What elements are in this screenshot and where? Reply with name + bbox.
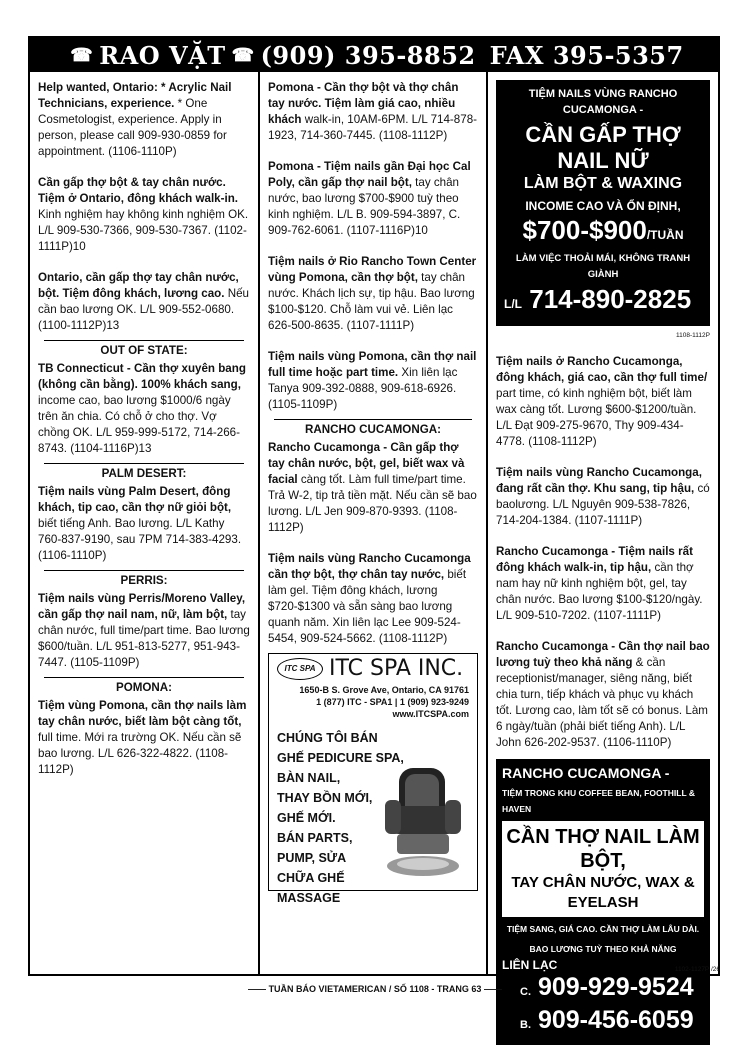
ad-item: Pomona - Tiệm nails gần Đại học Cal Poly, cần gấp thợ nail bột, tay chân nước, bao lương $700-$900 tuỳ theo kinh nghiệm. L/L B. 909-594-3897, C. 909-762-6061. (1107-1116P)10 bbox=[268, 160, 471, 237]
ad-item: Ontario, cần gấp thợ tay chân nước, bột. Tiệm đông khách, lương cao. Nếu cần bao lương OK. L/L 909-552-0680. (1100-1112P)13 bbox=[38, 271, 249, 332]
ad-item: Tiệm nails vùng Perris/Moreno Valley, cần gấp thợ nail nam, nữ, làm bột, tay chân nước, full time/part time. Bao lương $600/tuần. L/L 951-813-5277, 951-943-7447. (1105-1109P) bbox=[38, 592, 250, 669]
ad-item: Pomona - Cần thợ bột và thợ chân tay nước. Tiệm làm giá cao, nhiều khách walk-in, 10AM-6PM. L/L 714-878-1923, 714-360-7445. (1108-1112P) bbox=[268, 81, 478, 142]
section-heading: PALM DESERT: bbox=[44, 463, 244, 482]
ad-item: Tiệm nails vùng Rancho Cucamonga cần thợ bột, thợ chân tay nước, biết làm gel. Tiệm đông khách, lương $720-$1300 và sẵn sàng bao lương quanh năm. Xin liên lạc Lee 909-524-5454, 909-524-5662. (1108-1112P) bbox=[268, 552, 471, 645]
itc-badge: ITC SPA bbox=[277, 658, 323, 680]
ad-item: Help wanted, Ontario: * Acrylic Nail Technicians, experience. * One Cosmetologist, experience. Apply in person, please call 909-930-0859 for appointment. (1106-1110P) bbox=[38, 81, 232, 158]
featured-ad-box-2: RANCHO CUCAMONGA - TIỆM TRONG KHU COFFEE BEAN, FOOTHILL & HAVEN CẦN THỢ NAIL LÀM BỘT, TAY CHÂN NƯỚC, WAX & EYELASH TIỆM SANG, GIÁ CAO. CẦN THỢ LÀM LÂU DÀI. BAO LƯƠNG TUỲ THEO KHẢ NĂNG LIÊN LẠC C. 909-929-9524 B. 909-456-6059 bbox=[496, 759, 710, 1045]
column-3 bbox=[488, 72, 718, 1034]
itc-address: 1650-B S. Grove Ave, Ontario, CA 91761 1 (877) ITC - SPA1 | 1 (909) 923-9249 www.ITCSPA.com bbox=[299, 685, 469, 719]
ad-item: Rancho Cucamonga - Cần thợ nail bao lương tuỳ theo khả năng & cần receptionist/manager, siêng năng, biết chia turn, tiếp khách và phục vụ khách tốt. Lương cao, làm tốt sẽ có bonus. Làm 6 ngày/tuần (phải biết tiếng Anh). L/L John 626-202-9537. (1106-1110P) bbox=[496, 640, 710, 749]
column-1 bbox=[30, 72, 260, 974]
header-phone: (909) 395-8852 bbox=[260, 40, 476, 70]
section-heading: RANCHO CUCAMONGA: bbox=[274, 419, 472, 438]
page-footer: —— TUẦN BÁO VIETAMERICAN / SỐ 1108 - TRANG 63 —— bbox=[248, 984, 502, 994]
ad-item: Tiệm nails ở Rio Rancho Town Center vùng Pomona, cần thợ bột, tay chân nước. Khách lịch sự, tip hậu. Bao lương $100-$120. Chỗ làm vui vẻ. Liên lạc 626-500-8635. (1107-1111P) bbox=[268, 255, 477, 332]
section-heading: PERRIS: bbox=[44, 570, 244, 589]
section-heading: POMONA: bbox=[44, 677, 244, 696]
header-title: RAO VẶT bbox=[99, 40, 226, 70]
ad-item: Tiệm nails vùng Pomona, cần thợ nail full time hoặc part time. Xin liên lạc Tanya 909-392-0888, 909-618-6926. (1105-1109P) bbox=[268, 350, 477, 411]
ad-item: Tiệm vùng Pomona, cần thợ nails làm tay chân nước, biết làm bột càng tốt, full time. Mới ra trường OK. Nếu cần sẽ bao lương. L/L 626-322-4822. (1108-1112P) bbox=[38, 699, 247, 776]
ad-item: Rancho Cucamonga - Tiệm nails rất đông khách walk-in, tip hậu, cần thợ nam hay nữ kinh nghiệm bột, gel, tay chân nước. Bao lương $100-$120/ngày. L/L 909-510-7202. (1107-1111P) bbox=[496, 545, 703, 622]
header-fax: FAX 395-5357 bbox=[489, 40, 684, 70]
itc-logo bbox=[277, 658, 469, 680]
ad-code-2: 1102-1127P /26 bbox=[674, 966, 720, 973]
phone-icon: ☎ bbox=[231, 44, 255, 66]
ad-item: Rancho Cucamonga - Cần gấp thợ tay chân nước, bột, gel, biết wax và facial càng tốt. Làm full time/part time. Trả W-2, tip trả tiền mặt. Nếu cần sẽ bao lương. L/L Jen 909-870-9393. (1108-1112P) bbox=[268, 441, 477, 534]
itc-name: ITC SPA INC. bbox=[329, 656, 464, 681]
ad-item: Tiệm nails vùng Rancho Cucamonga, đang rất cần thợ. Khu sang, tip hậu, có baolương. L/L Nguyên 909-538-7826, 714-204-1384. (1107-1111P) bbox=[496, 466, 710, 527]
ad-item: Tiệm nails ở Rancho Cucamonga, đông khách, giá cao, cần thợ full time/ part time, có kinh nghiệm bột, biết làm wax càng tốt. Lương $600-$1200/tuần. L/L Đạt 909-275-9670, Thy 909-434-4778. (1108-1112P) bbox=[496, 355, 708, 448]
itc-services: CHÚNG TÔI BÁN GHẾ PEDICURE SPA, BÀN NAIL, THAY BỒN MỚI, GHẾ MỚI. BÁN PARTS, PUMP, SỬA CHỮA GHẾ MASSAGE bbox=[277, 731, 404, 905]
pedicure-chair-image bbox=[375, 760, 471, 880]
ad-code: 1108-1112P bbox=[676, 332, 710, 339]
section-heading: OUT OF STATE: bbox=[44, 340, 244, 359]
featured-ad-box: TIỆM NAILS VÙNG RANCHO CUCAMONGA - CẦN GẤP THỢ NAIL NỮ LÀM BỘT & WAXING INCOME CAO VÀ ỔN ĐỊNH, $700-$900/TUẦN LÀM VIỆC THOẢI MÁI, KHÔNG TRANH GIÀNH L/L 714-890-2825 bbox=[496, 80, 710, 326]
column-2 bbox=[260, 72, 488, 974]
phone-icon: ☎ bbox=[70, 44, 94, 66]
page-header bbox=[30, 38, 718, 72]
ad-item: Tiệm nails vùng Palm Desert, đông khách, tip cao, cần thợ nữ giỏi bột, biết tiếng Anh. Bao lương. L/L Kathy 760-837-9190, sau 7PM 714-383-4293. (1106-1110P) bbox=[38, 485, 242, 562]
ad-item: Cần gấp thợ bột & tay chân nước. Tiệm ở Ontario, đông khách walk-in. Kinh nghiệm hay không kinh nghiệm OK. L/L 909-530-7366, 909-530-7367. (1102-1111P)10 bbox=[38, 176, 249, 253]
itc-spa-ad bbox=[268, 653, 478, 905]
ad-item: TB Connecticut - Cần thợ xuyên bang (không cần bằng). 100% khách sang, income cao, bao lương $1000/6 ngày trên ăn chia. Có chỗ ở cho thợ. Vợ chồng OK. L/L 959-999-5172, 714-266-8743. (1104-1116P)13 bbox=[38, 362, 246, 455]
